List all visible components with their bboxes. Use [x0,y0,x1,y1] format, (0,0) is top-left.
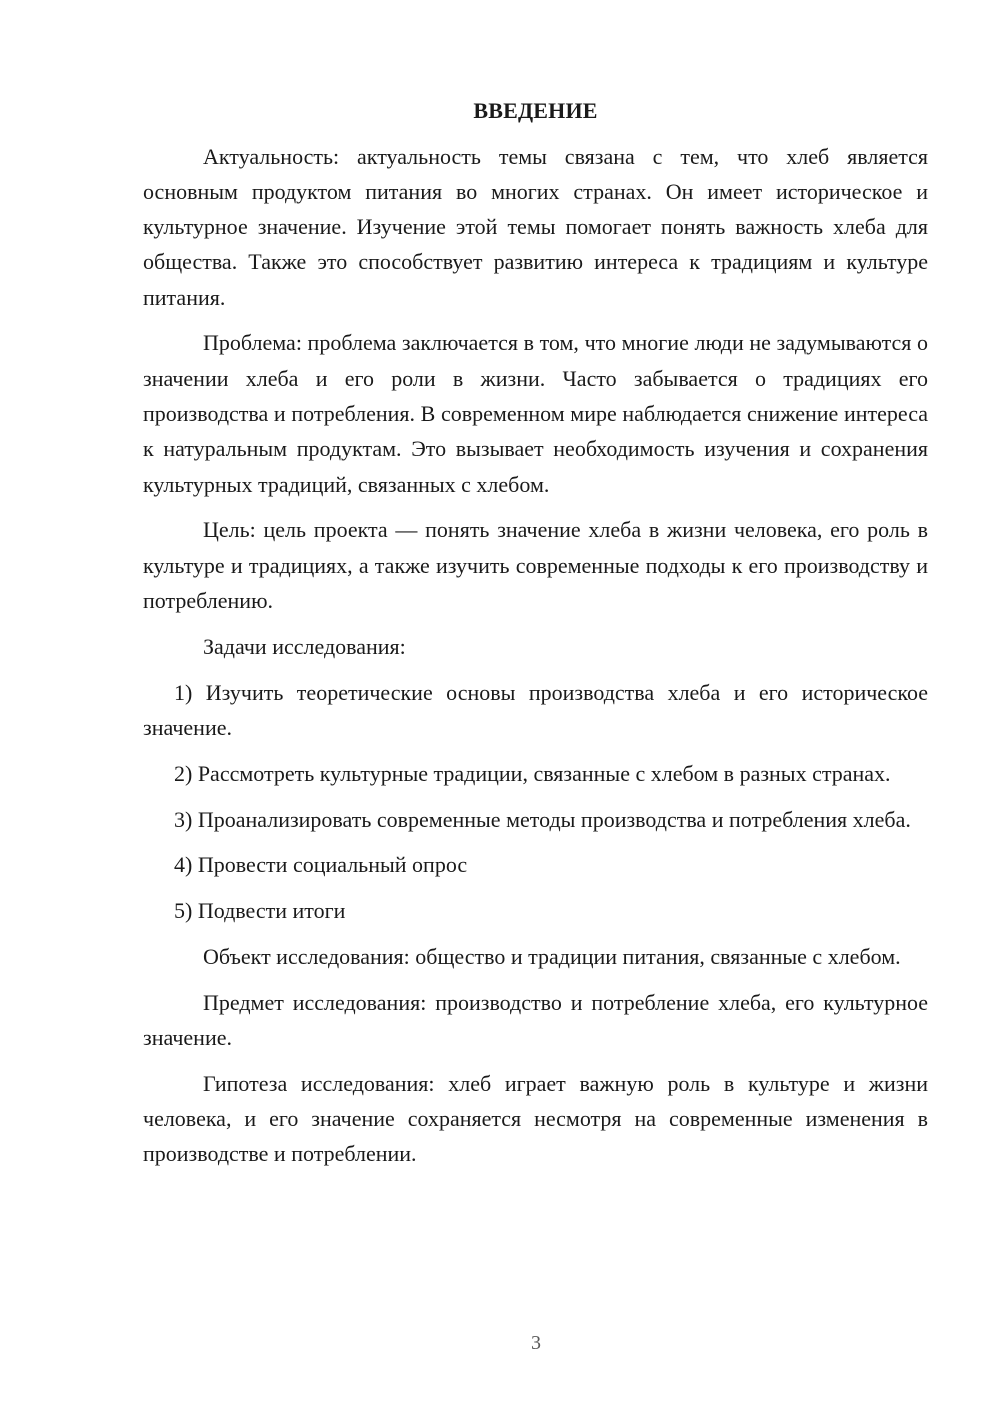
subject-paragraph: Предмет исследования: производство и потребление хлеба, его культурное значение. [143,989,928,1051]
task-item-2: 2) Рассмотреть культурные традиции, связанные с хлебом в разных странах. [174,760,891,786]
object-paragraph: Объект исследования: общество и традиции питания, связанные с хлебом. [203,943,901,969]
tasks-heading: Задачи исследования: [203,633,406,659]
page-title: ВВЕДЕНИЕ [473,98,598,123]
task-item-3: 3) Проанализировать современные методы производства и потребления хлеба. [174,806,911,832]
hypothesis-paragraph: Гипотеза исследования: хлеб играет важную роль в культуре и жизни человека, и его значение сохраняется несмотря на современные изменения в производстве и потреблении. [143,1070,928,1167]
document-page [143,93,928,1172]
task-item-4: 4) Провести социальный опрос [174,852,468,878]
goal-paragraph: Цель: цель проекта — понять значение хлеба в жизни человека, его роль в культуре и традициях, а также изучить современные подходы к его производству и потреблению. [143,517,928,614]
problem-paragraph: Проблема: проблема заключается в том, что многие люди не задумываются о значении хлеба и его роли в жизни. Часто забывается о традициях его производства и потребления. В современном мире наблюдается снижение интереса к натуральным продуктам. Это вызывает необходимость изучения и сохранения культурных традиций, связанных с хлебом. [143,330,928,497]
relevance-paragraph: Актуальность: актуальность темы связана с тем, что хлеб является основным продуктом питания во многих странах. Он имеет историческое и культурное значение. Изучение этой темы помогает понять важность хлеба для общества. Также это способствует развитию интереса к традициям и культуре питания. [143,143,928,310]
task-item-1: 1) Изучить теоретические основы производства хлеба и его историческое значение. [143,679,928,740]
task-item-5: 5) Подвести итоги [174,898,346,924]
page-number: 3 [531,1332,541,1354]
